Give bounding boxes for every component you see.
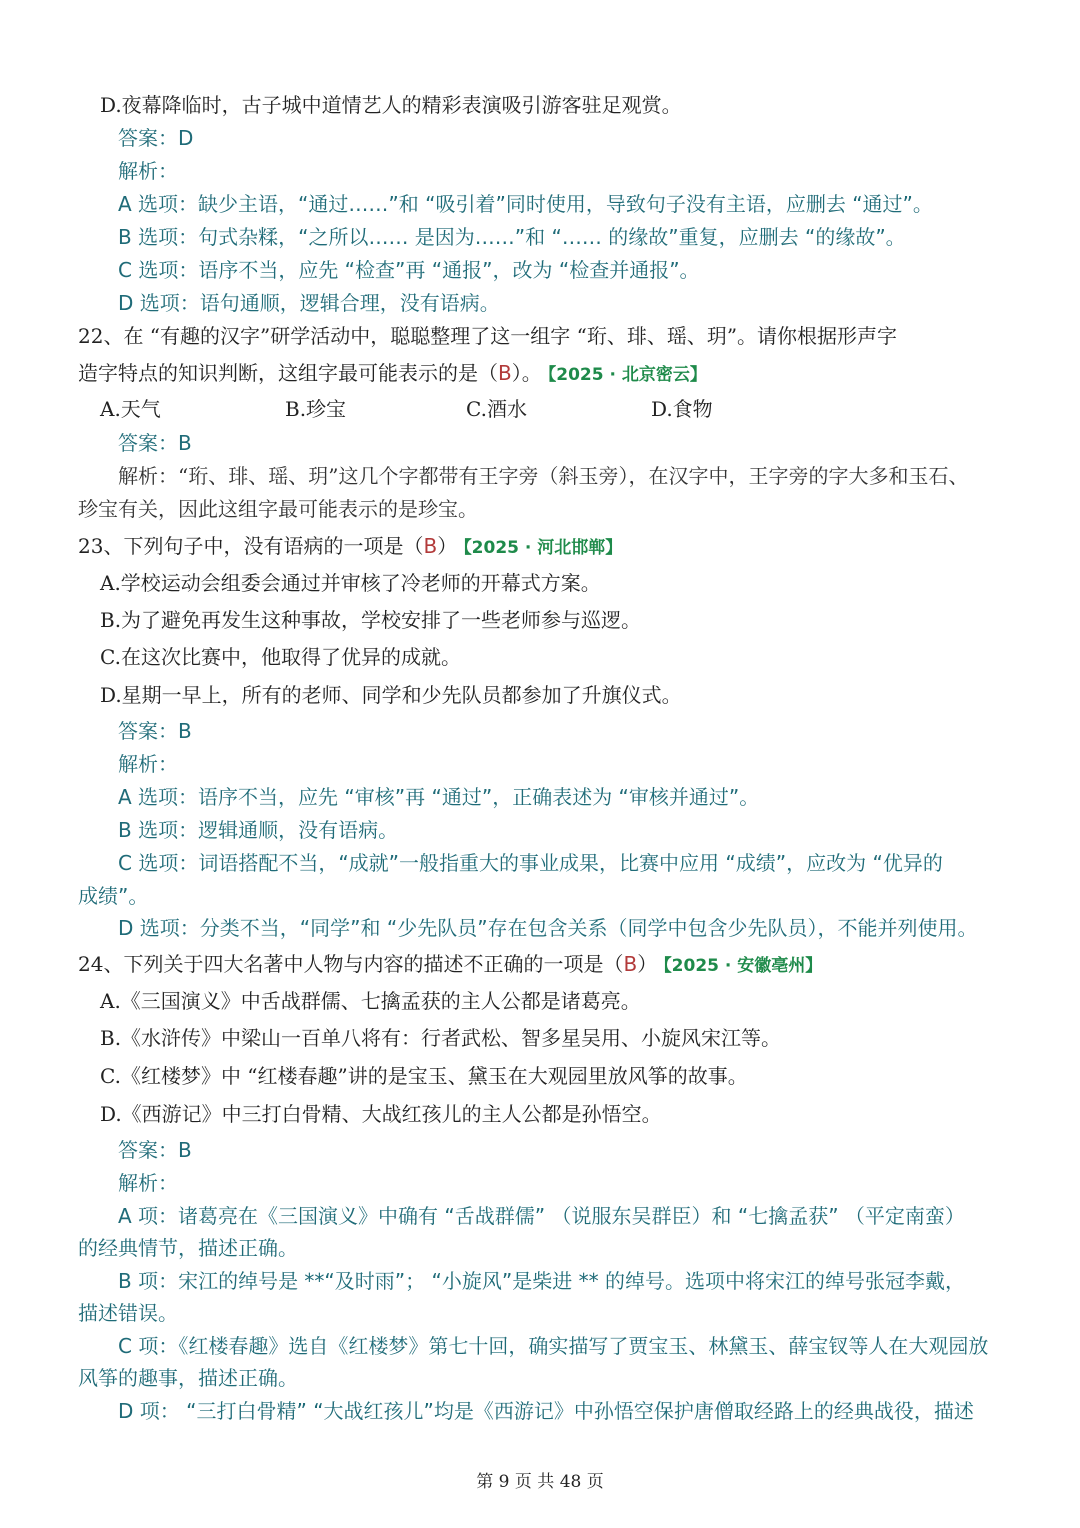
q24-explain-a-line1: A 项：诸葛亮在《三国演义》中确有 “舌战群儒” （说服东吴群臣）和 “七擒孟获” （平定南蛮） — [118, 1204, 965, 1228]
q24-inline-answer: B — [623, 952, 638, 976]
q22-option-a: A.天气 — [100, 397, 161, 421]
q22-answer: 答案：B — [118, 431, 192, 455]
q23-option-b: B.为了避免再发生这种事故，学校安排了一些老师参与巡逻。 — [100, 608, 642, 632]
q21-option-d: D.夜幕降临时，古子城中道情艺人的精彩表演吸引游客驻足观赏。 — [100, 93, 682, 117]
q24-option-c: C.《红楼梦》中 “红楼春趣”讲的是宝玉、黛玉在大观园里放风筝的故事。 — [100, 1064, 748, 1088]
q21-explain-c: C 选项：语序不当，应先 “检查”再 “通报”，改为 “检查并通报”。 — [118, 258, 700, 282]
q23-analysis-label: 解析： — [118, 752, 178, 776]
q23-option-c: C.在这次比赛中，他取得了优异的成就。 — [100, 645, 461, 669]
q24-stem-close: ） — [637, 952, 658, 976]
q24-stem — [78, 951, 822, 979]
q21-explain-b: B 选项：句式杂糅，“之所以…… 是因为……”和 “…… 的缘故”重复，应删去 “的缘故”。 — [118, 225, 906, 249]
q23-stem-close: ） — [437, 534, 458, 558]
q23-inline-answer: B — [423, 534, 438, 558]
q21-analysis-label: 解析： — [118, 159, 178, 183]
q24-explain-d-line1: D 项： “三打白骨精” “大战红孩儿”均是《西游记》中孙悟空保护唐僧取经路上的经典战役，描述 — [118, 1399, 974, 1423]
q21-explain-d: D 选项：语句通顺，逻辑合理，没有语病。 — [118, 291, 500, 315]
q22-explain-line2: 珍宝有关，因此这组字最可能表示的是珍宝。 — [78, 497, 478, 521]
q24-explain-a-line2: 的经典情节，描述正确。 — [78, 1236, 298, 1260]
q23-source-tag: 【2025 · 河北邯郸】 — [463, 538, 623, 558]
q21-explain-a: A 选项：缺少主语，“通过……”和 “吸引着”同时使用，导致句子没有主语，应删去 “通过”。 — [118, 192, 933, 216]
q24-explain-b-line2: 描述错误。 — [78, 1301, 178, 1325]
q24-analysis-label: 解析： — [118, 1171, 178, 1195]
q22-stem-line2 — [78, 360, 707, 388]
q22-option-c: C.酒水 — [466, 397, 527, 421]
q22-stem-line1: 22、在 “有趣的汉字”研学活动中，聪聪整理了这一组字 “珩、琲、瑶、玥”。请你根据形声字 — [78, 324, 898, 348]
q21-answer: 答案：D — [118, 126, 194, 150]
q24-option-d: D.《西游记》中三打白骨精、大战红孩儿的主人公都是孙悟空。 — [100, 1102, 662, 1126]
q23-option-a: A.学校运动会组委会通过并审核了冷老师的开幕式方案。 — [100, 571, 601, 595]
q24-explain-c-line1: C 项：《红楼春趣》选自《红楼梦》第七十回，确实描写了贾宝玉、林黛玉、薛宝钗等人在大观园放 — [118, 1334, 989, 1358]
q24-answer: 答案：B — [118, 1138, 192, 1162]
q24-option-b: B.《水浒传》中梁山一百单八将有：行者武松、智多星吴用、小旋风宋江等。 — [100, 1026, 782, 1050]
q22-source-tag: 【2025 · 北京密云】 — [547, 365, 707, 385]
q24-option-a: A.《三国演义》中舌战群儒、七擒孟获的主人公都是诸葛亮。 — [100, 989, 641, 1013]
q22-option-b: B.珍宝 — [285, 397, 347, 421]
q23-explain-a: A 选项：语序不当，应先 “审核”再 “通过”，正确表述为 “审核并通过”。 — [118, 785, 760, 809]
q22-stem-close: ）。 — [511, 361, 542, 385]
q24-explain-b-line1: B 项：宋江的绰号是 **“及时雨”； “小旋风”是柴进 ** 的绰号。选项中将宋江的绰号张冠李戴， — [118, 1269, 965, 1293]
q23-stem-text: 23、下列句子中，没有语病的一项是（ — [78, 534, 424, 558]
q22-option-d: D.食物 — [651, 397, 713, 421]
q24-explain-c-line2: 风筝的趣事，描述正确。 — [78, 1366, 298, 1390]
q22-stem-text: 造字特点的知识判断，这组字最可能表示的是（ — [78, 361, 498, 385]
q23-stem — [78, 533, 622, 561]
q23-explain-d: D 选项：分类不当，“同学”和 “少先队员”存在包含关系（同学中包含少先队员），不能并列使用。 — [118, 916, 978, 940]
q23-answer: 答案：B — [118, 719, 192, 743]
q22-explain-line1: 解析：“珩、琲、瑶、玥”这几个字都带有王字旁（斜玉旁），在汉字中，王字旁的字大多和玉石、 — [118, 464, 969, 488]
q23-option-d: D.星期一早上，所有的老师、同学和少先队员都参加了升旗仪式。 — [100, 683, 682, 707]
page-number-footer: 第 9 页 共 48 页 — [476, 1472, 604, 1492]
q24-stem-text: 24、下列关于四大名著中人物与内容的描述不正确的一项是（ — [78, 952, 624, 976]
q24-source-tag: 【2025 · 安徽亳州】 — [663, 956, 823, 976]
q23-explain-c-line1: C 选项：词语搭配不当，“成就”一般指重大的事业成果，比赛中应用 “成绩”，应改为 “优异的 — [118, 851, 943, 875]
q22-inline-answer: B — [498, 361, 512, 385]
q23-explain-b: B 选项：逻辑通顺，没有语病。 — [118, 818, 399, 842]
q23-explain-c-line2: 成绩”。 — [78, 884, 149, 908]
